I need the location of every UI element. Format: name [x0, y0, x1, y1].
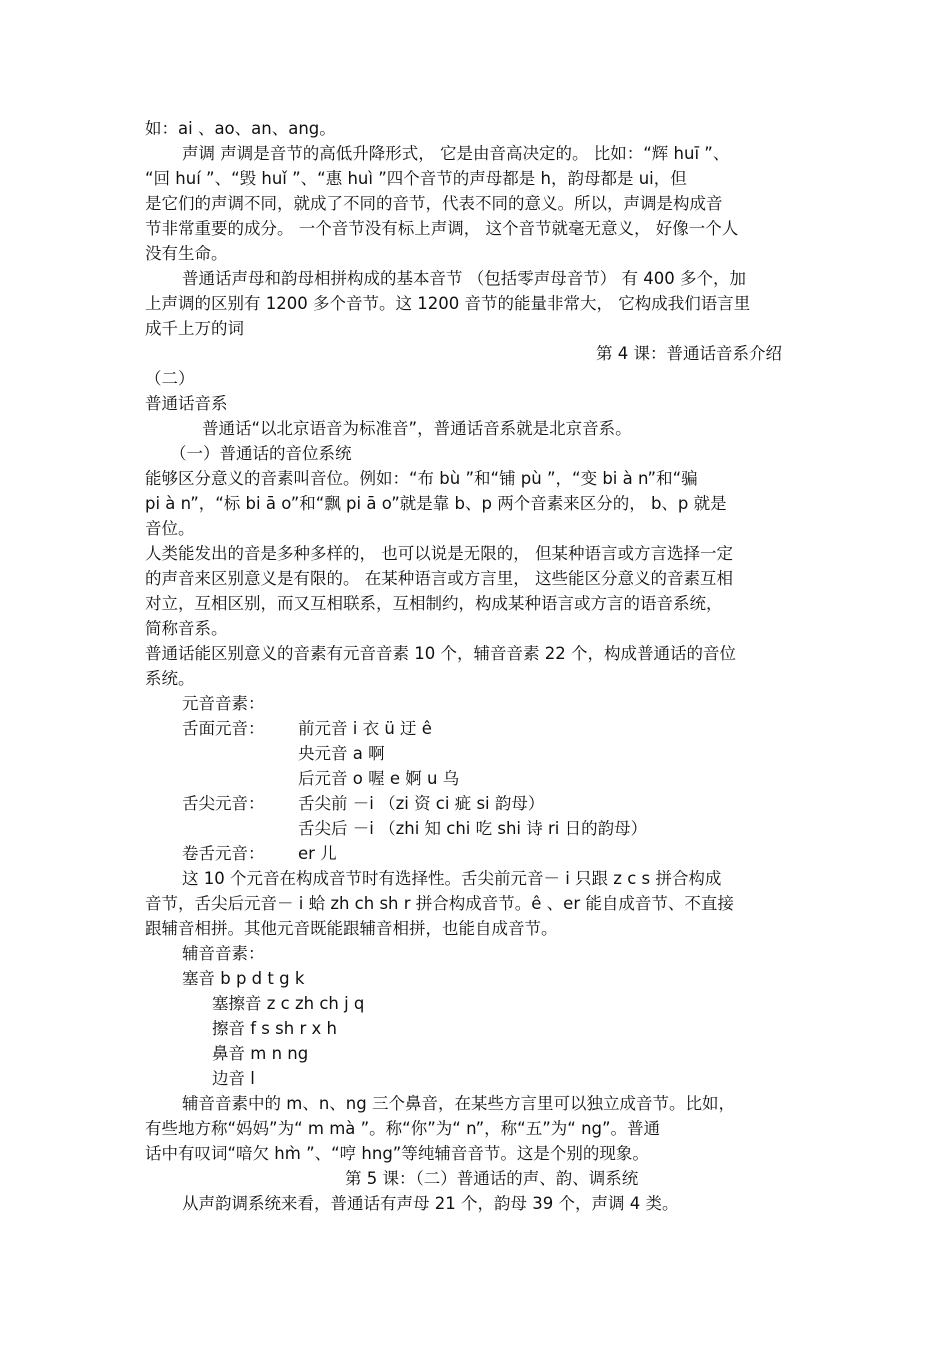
text-line: 普通话能区别意义的音素有元音音素 10 个，辅音音素 22 个，构成普通话的音位: [145, 644, 736, 663]
list-heading: 元音音素：: [182, 694, 265, 713]
text-line: 上声调的区别有 1200 多个音节。这 1200 音节的能量非常大， 它构成我们语言里: [145, 294, 751, 313]
text-line: 系统。: [145, 669, 195, 688]
category-label: 舌面元音：: [182, 719, 265, 738]
text-line: 音位。: [145, 519, 195, 538]
list-item: 鼻音 m n ng: [212, 1044, 309, 1063]
text-line: 普通话声母和韵母相拼构成的基本音节 （包括零声母音节） 有 400 多个，加: [182, 269, 746, 288]
lesson-heading: 第 4 课：普通话音系介绍: [596, 344, 782, 363]
text-line: 简称音系。: [145, 619, 228, 638]
text-line: （二）: [145, 369, 195, 388]
text-line: 成千上万的词: [145, 319, 244, 338]
list-item: 舌尖前 －i （zi 资 ci 疵 si 韵母）: [298, 794, 545, 813]
text-line: 是它们的声调不同，就成了不同的音节，代表不同的意义。所以，声调是构成音: [145, 194, 723, 213]
section-heading: 普通话音系: [145, 394, 228, 413]
list-item: 前元音 i 衣 ü 迂 ê: [298, 719, 432, 738]
text-line: 这 10 个元音在构成音节时有选择性。舌尖前元音－ i 只跟 z c s 拼合构成: [182, 869, 722, 888]
text-line: 的声音来区别意义是有限的。 在某种语言或方言里， 这些能区分意义的音素互相: [145, 569, 733, 588]
subsection-heading: （一）普通话的音位系统: [170, 444, 352, 463]
text-line: 声调 声调是音节的高低升降形式， 它是由音高决定的。 比如：“辉 huī ”、: [182, 144, 730, 163]
text-line: 辅音音素中的 m、n、ng 三个鼻音，在某些方言里可以独立成音节。比如，: [182, 1094, 735, 1113]
list-item: 后元音 o 喔 e 婀 u 乌: [298, 769, 460, 788]
list-item: 塞音 b p d t g k: [182, 969, 305, 988]
text-line: 节非常重要的成分。 一个音节没有标上声调， 这个音节就毫无意义， 好像一个人: [145, 219, 739, 238]
text-line: 有些地方称“妈妈”为“ m mà ”。称“你”为“ n”，称“五”为“ ng”。普通: [145, 1119, 661, 1138]
text-line: 人类能发出的音是多种多样的， 也可以说是无限的， 但某种语言或方言选择一定: [145, 544, 733, 563]
text-line: 跟辅音相拼。其他元音既能跟辅音相拼，也能自成音节。: [145, 919, 558, 938]
text-line: 对立，互相区别，而又互相联系，互相制约，构成某种语言或方言的语音系统，: [145, 594, 723, 613]
category-label: 舌尖元音：: [182, 794, 265, 813]
category-label: 卷舌元音：: [182, 844, 265, 863]
list-item: 央元音 a 啊: [298, 744, 385, 763]
text-line: 如：ai 、ao、an、ang。: [145, 119, 336, 138]
list-item: 擦音 f s sh r x h: [212, 1019, 337, 1038]
text-line: 话中有叹词“喑欠 hm̀ ”、“哼 hng”等纯辅音音节。这是个别的现象。: [145, 1144, 649, 1163]
text-line: 从声韵调系统来看，普通话有声母 21 个，韵母 39 个，声调 4 类。: [182, 1194, 679, 1213]
text-line: pi à n”，“标 bi ā o”和“飘 pi ā o”就是靠 b、p 两个音素来区分的， b、p 就是: [145, 494, 727, 513]
list-item: 塞擦音 z c zh ch j q: [212, 994, 365, 1013]
text-line: 普通话“以北京语音为标准音”，普通话音系就是北京音系。: [202, 419, 632, 438]
list-heading: 辅音音素：: [182, 944, 265, 963]
lesson-heading: 第 5 课：（二）普通话的声、韵、调系统: [345, 1169, 639, 1188]
text-line: “回 huí ”、“毁 huǐ ”、“惠 huì ”四个音节的声母都是 h，韵母都是 ui，但: [145, 169, 687, 188]
list-item: 舌尖后 －i （zhi 知 chi 吃 shi 诗 ri 日的韵母）: [298, 819, 648, 838]
text-line: 没有生命。: [145, 244, 228, 263]
list-item: 边音 l: [212, 1069, 255, 1088]
list-item: er 儿: [298, 844, 337, 863]
text-line: 能够区分意义的音素叫音位。例如：“布 bù ”和“铺 pù ”，“变 bi à n”和“骗: [145, 469, 698, 488]
text-line: 音节，舌尖后元音－ i 蛤 zh ch sh r 拼合构成音节。ê 、er 能自成音节、不直接: [145, 894, 734, 913]
